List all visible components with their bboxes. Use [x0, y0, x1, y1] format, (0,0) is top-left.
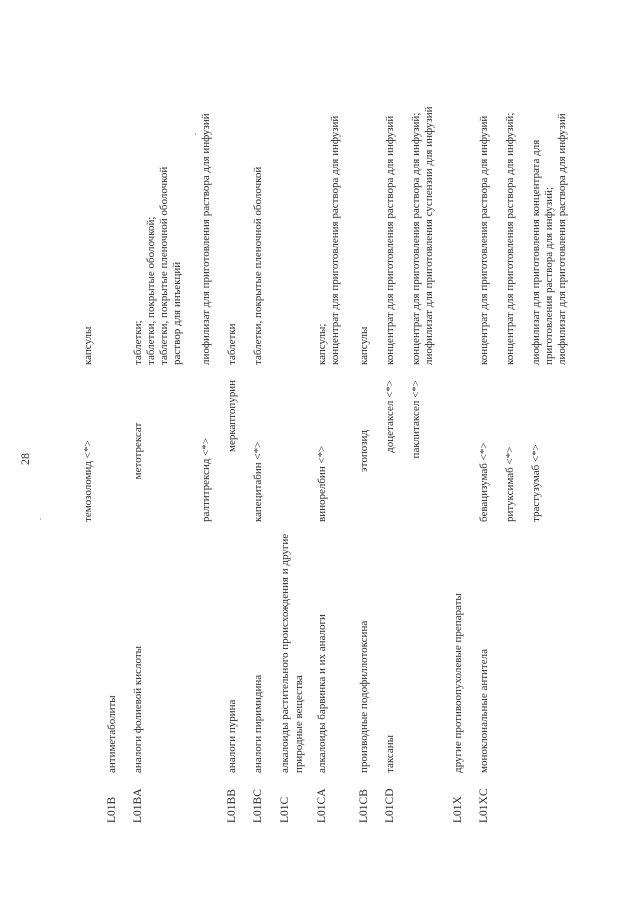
dosage-form: концентрат для приготовления раствора для инфузий: [384, 115, 396, 365]
dosage-form: концентрат для приготовления раствора для инфузий;: [504, 112, 516, 365]
page-number: 28: [18, 453, 32, 465]
drug-name: метотрексат: [132, 422, 144, 480]
dosage-form: таблетки, покрытые пленочной оболочкой: [252, 166, 264, 365]
dosage-form: лиофилизат для приготовления раствора для инфузий: [200, 113, 212, 365]
group-name: моноклональные антитела: [478, 649, 490, 773]
dosage-form: таблетки, покрытые оболочкой;: [145, 216, 157, 365]
dosage-forms: [384, 35, 397, 365]
atc-code: L01BA: [132, 788, 144, 823]
drug-name: этопозид: [358, 429, 370, 473]
group-name: аналоги пурина: [226, 699, 238, 773]
drug-name: темозоломид <*>: [82, 440, 94, 522]
dosage-forms: [252, 35, 265, 365]
dosage-form: капсулы;: [316, 323, 328, 365]
dosage-forms: [410, 35, 436, 365]
drug-name: трастузумаб <*>: [530, 444, 542, 522]
dosage-form: концентрат для приготовления раствора для инфузий: [478, 115, 490, 365]
group-name: антиметаболиты: [106, 695, 118, 773]
dosage-form: концентрат для приготовления раствора для инфузий;: [410, 112, 422, 365]
atc-code: L01BB: [226, 789, 238, 823]
dosage-form: концентрат для приготовления раствора для инфузий: [329, 115, 341, 365]
atc-code: L01CA: [316, 788, 328, 823]
atc-code: L01BC: [252, 789, 264, 823]
dosage-forms: [82, 35, 95, 365]
atc-code: L01C: [279, 796, 291, 823]
dosage-form: лиофилизат для приготовления концентрата для: [530, 139, 542, 365]
group-name: аналоги фолиевой кислоты: [132, 645, 144, 773]
group-name: таксаны: [384, 734, 396, 773]
atc-code: L01CD: [384, 788, 396, 823]
drug-name: винорелбин <*>: [316, 445, 328, 522]
dosage-form: капсулы: [358, 326, 370, 365]
group-name: производные подофиллотоксина: [358, 620, 370, 773]
drug-name: бевацизумаб <*>: [478, 442, 490, 522]
drug-name: капецитабин <*>: [252, 441, 264, 522]
dosage-form: таблетки, покрытые пленочной оболочкой: [158, 166, 170, 365]
dosage-forms: [478, 35, 491, 365]
dosage-forms: [200, 35, 213, 365]
dosage-forms: [316, 35, 342, 365]
dosage-forms: [358, 35, 371, 365]
atc-code: L01B: [106, 796, 118, 823]
drug-name: ритуксимаб <*>: [504, 446, 516, 522]
drug-name: доцетаксел <*>: [384, 380, 396, 453]
drug-name: паклитаксел <*>: [410, 380, 422, 459]
dosage-form: капсулы: [82, 326, 94, 365]
group-name: аналоги пиримидина: [252, 674, 264, 773]
scan-speck: [195, 133, 196, 135]
dosage-forms: [132, 35, 184, 365]
drug-name: ралтитрексид <*>: [200, 437, 212, 522]
dosage-form: лиофилизат для приготовления суспензии для инфузий: [423, 106, 435, 365]
dosage-form: таблетки;: [132, 320, 144, 365]
dosage-forms: [530, 35, 569, 365]
drug-name: меркаптопурин: [226, 380, 238, 452]
dosage-form: лиофилизат для приготовления раствора для инфузий: [556, 113, 568, 365]
dosage-form: таблетки: [226, 323, 238, 365]
dosage-forms: [504, 35, 517, 365]
atc-code: L01CB: [358, 789, 370, 823]
group-name: алкалоиды барвинка и их аналоги: [316, 614, 328, 773]
dosage-form: приготовления раствора для инфузий;: [543, 186, 555, 365]
dosage-form: раствор для инъекций: [171, 261, 183, 365]
dosage-forms: [226, 35, 239, 365]
scan-speck: [40, 518, 41, 520]
atc-code: L01XC: [478, 788, 490, 823]
group-name: другие противоопухолевые препараты: [452, 593, 464, 773]
atc-code: L01X: [452, 796, 464, 823]
group-name: алкалоиды растительного происхождения и другие природные вещества: [279, 533, 305, 773]
